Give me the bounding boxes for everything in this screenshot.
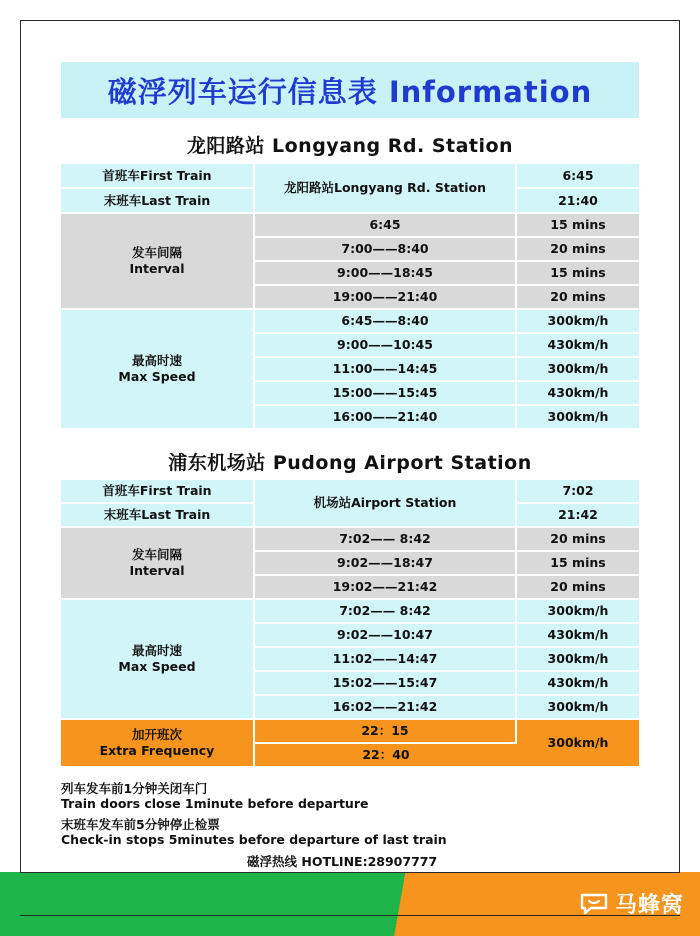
speed-row xyxy=(61,310,639,332)
speed-time: 11:02——14:47 xyxy=(255,648,517,670)
last-train-label: 末班车Last Train xyxy=(61,189,255,212)
interval-label xyxy=(61,214,255,308)
speed-label xyxy=(61,600,255,718)
speed-value: 300km/h xyxy=(517,648,639,670)
interval-time: 19:02——21:42 xyxy=(255,576,517,598)
note-checkin-cn: 末班车发车前5分钟停止检票 xyxy=(61,817,220,832)
chat-bubble-icon xyxy=(579,892,609,916)
notes xyxy=(61,781,639,847)
interval-value: 20 mins xyxy=(517,528,639,550)
interval-label-cn: 发车间隔 xyxy=(131,245,182,261)
interval-time: 9:00——18:45 xyxy=(255,262,517,284)
extra-speed: 300km/h xyxy=(517,720,639,766)
speed-time: 7:02—— 8:42 xyxy=(255,600,517,622)
speed-time: 11:00——14:45 xyxy=(255,358,517,380)
last-train-time: 21:42 xyxy=(517,504,639,526)
interval-value: 15 mins xyxy=(517,214,639,236)
page-title: 磁浮列车运行信息表 Information xyxy=(61,62,639,118)
extra-label xyxy=(61,720,255,766)
first-train-label: 首班车First Train xyxy=(61,480,255,502)
speed-time: 15:02——15:47 xyxy=(255,672,517,694)
interval-label-en: Interval xyxy=(129,563,185,578)
extra-label-cn: 加开班次 xyxy=(131,727,182,743)
speed-value: 300km/h xyxy=(517,406,639,428)
speed-time: 16:00——21:40 xyxy=(255,406,517,428)
schedule-table-longyang xyxy=(61,162,639,430)
speed-value: 430km/h xyxy=(517,334,639,356)
interval-time: 9:02——18:47 xyxy=(255,552,517,574)
last-train-time: 21:40 xyxy=(517,189,639,212)
extra-time: 22：15 xyxy=(255,720,517,742)
interval-time: 7:00——8:40 xyxy=(255,238,517,260)
first-train-time: 7:02 xyxy=(517,480,639,502)
interval-label-en: Interval xyxy=(129,261,185,276)
first-train-row xyxy=(61,164,639,187)
speed-time: 6:45——8:40 xyxy=(255,310,517,332)
band-top-border xyxy=(20,872,680,873)
interval-value: 15 mins xyxy=(517,262,639,284)
speed-label-en: Max Speed xyxy=(118,659,196,674)
speed-value: 430km/h xyxy=(517,672,639,694)
speed-value: 300km/h xyxy=(517,600,639,622)
extra-time: 22：40 xyxy=(255,744,517,766)
speed-value: 430km/h xyxy=(517,382,639,404)
station-heading-longyang: 龙阳路站 Longyang Rd. Station xyxy=(186,135,514,157)
hotline: 磁浮热线 HOTLINE:28907777 xyxy=(247,854,438,869)
first-train-label: 首班车First Train xyxy=(61,164,255,187)
last-train-label: 末班车Last Train xyxy=(61,504,255,526)
speed-label xyxy=(61,310,255,428)
first-train-time: 6:45 xyxy=(517,164,639,187)
interval-time: 19:00——21:40 xyxy=(255,286,517,308)
extra-row xyxy=(61,720,639,742)
interval-value: 20 mins xyxy=(517,576,639,598)
interval-label-cn: 发车间隔 xyxy=(131,547,182,563)
interval-time: 6:45 xyxy=(255,214,517,236)
interval-row xyxy=(61,528,639,550)
speed-row xyxy=(61,600,639,622)
brand-name: 马蜂窝 xyxy=(614,893,684,918)
interval-row xyxy=(61,214,639,236)
note-door-cn: 列车发车前1分钟关闭车门 xyxy=(61,781,208,796)
speed-value: 300km/h xyxy=(517,696,639,718)
note-checkin-en: Check-in stops 5minutes before departure of last train xyxy=(61,832,447,847)
speed-label-en: Max Speed xyxy=(118,369,196,384)
note-door-en: Train doors close 1minute before departure xyxy=(61,796,369,811)
speed-time: 15:00——15:45 xyxy=(255,382,517,404)
speed-time: 9:00——10:45 xyxy=(255,334,517,356)
interval-value: 20 mins xyxy=(517,238,639,260)
interval-value: 20 mins xyxy=(517,286,639,308)
interval-label xyxy=(61,528,255,598)
extra-label-en: Extra Frequency xyxy=(99,743,215,758)
speed-label-cn: 最高时速 xyxy=(131,643,182,659)
speed-time: 16:02——21:42 xyxy=(255,696,517,718)
interval-value: 15 mins xyxy=(517,552,639,574)
station-heading-pudong: 浦东机场站 Pudong Airport Station xyxy=(168,452,532,474)
interval-time: 7:02—— 8:42 xyxy=(255,528,517,550)
station-label: 机场站Airport Station xyxy=(255,480,517,526)
speed-value: 300km/h xyxy=(517,358,639,380)
speed-value: 430km/h xyxy=(517,624,639,646)
speed-value: 300km/h xyxy=(517,310,639,332)
speed-time: 9:02——10:47 xyxy=(255,624,517,646)
brand-watermark xyxy=(579,888,684,919)
station-label: 龙阳路站Longyang Rd. Station xyxy=(255,164,517,212)
speed-label-cn: 最高时速 xyxy=(131,353,182,369)
schedule-table-pudong xyxy=(61,478,639,768)
first-train-row xyxy=(61,480,639,502)
